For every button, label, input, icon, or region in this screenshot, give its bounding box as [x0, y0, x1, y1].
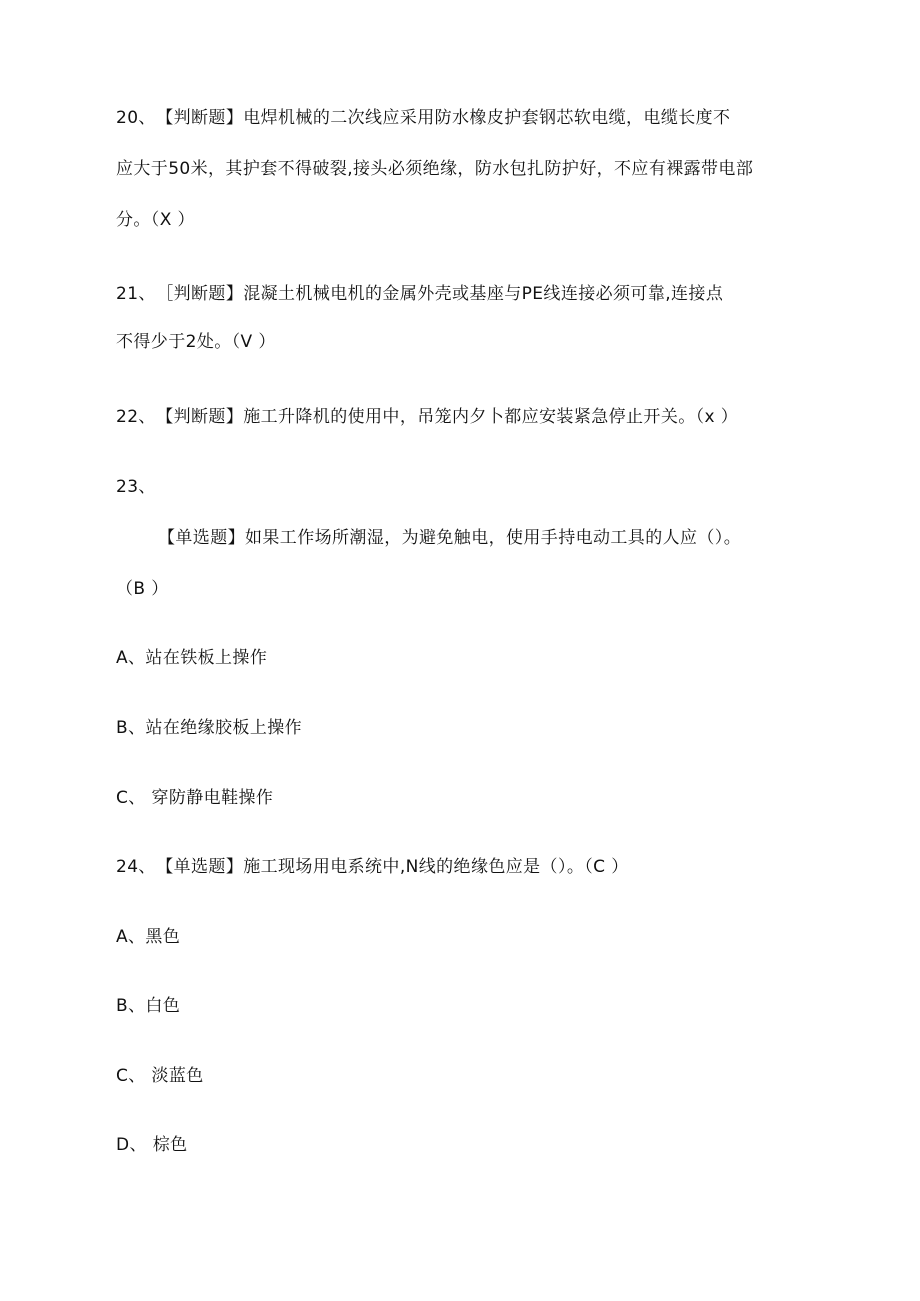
question-24-option-b: B、白色 — [116, 996, 181, 1016]
question-23-stem: 【单选题】如果工作场所潮湿，为避免触电，使用手持电动工具的人应（）。 — [158, 528, 742, 548]
question-24-option-a: A、黑色 — [116, 927, 181, 947]
question-24-stem: 24、 【单选题】施工现场用电系统中,N线的绝缘色应是（）。（C ） — [116, 857, 629, 877]
question-21-line-2: 不得少于2处。（V ） — [116, 332, 276, 352]
question-24-option-c: C、 淡蓝色 — [116, 1066, 204, 1086]
question-24-option-d: D、 棕色 — [116, 1135, 188, 1155]
question-20-line-1: 20、 【判断题】电焊机械的二次线应采用防水橡皮护套钢芯软电缆，电缆长度不 — [116, 108, 731, 128]
question-22-line-1: 22、 【判断题】施工升降机的使用中，吊笼内夕卜都应安装紧急停止开关。（x ） — [116, 407, 739, 427]
question-23-answer: （B ） — [116, 579, 169, 599]
question-23-option-b: B、站在绝缘胶板上操作 — [116, 718, 303, 738]
question-23-option-a: A、站在铁板上操作 — [116, 648, 268, 668]
question-23-option-c: C、 穿防静电鞋操作 — [116, 788, 274, 808]
question-23-number: 23、 — [116, 477, 156, 497]
question-21-line-1: 21、 ［判断题】混凝土机械电机的金属外壳或基座与PE线连接必须可靠,连接点 — [116, 284, 724, 304]
question-20-line-2: 应大于50米，其护套不得破裂,接头必须绝缘，防水包扎防护好，不应有裸露带电部 — [116, 159, 754, 179]
question-20-line-3: 分。（X ） — [116, 210, 195, 230]
